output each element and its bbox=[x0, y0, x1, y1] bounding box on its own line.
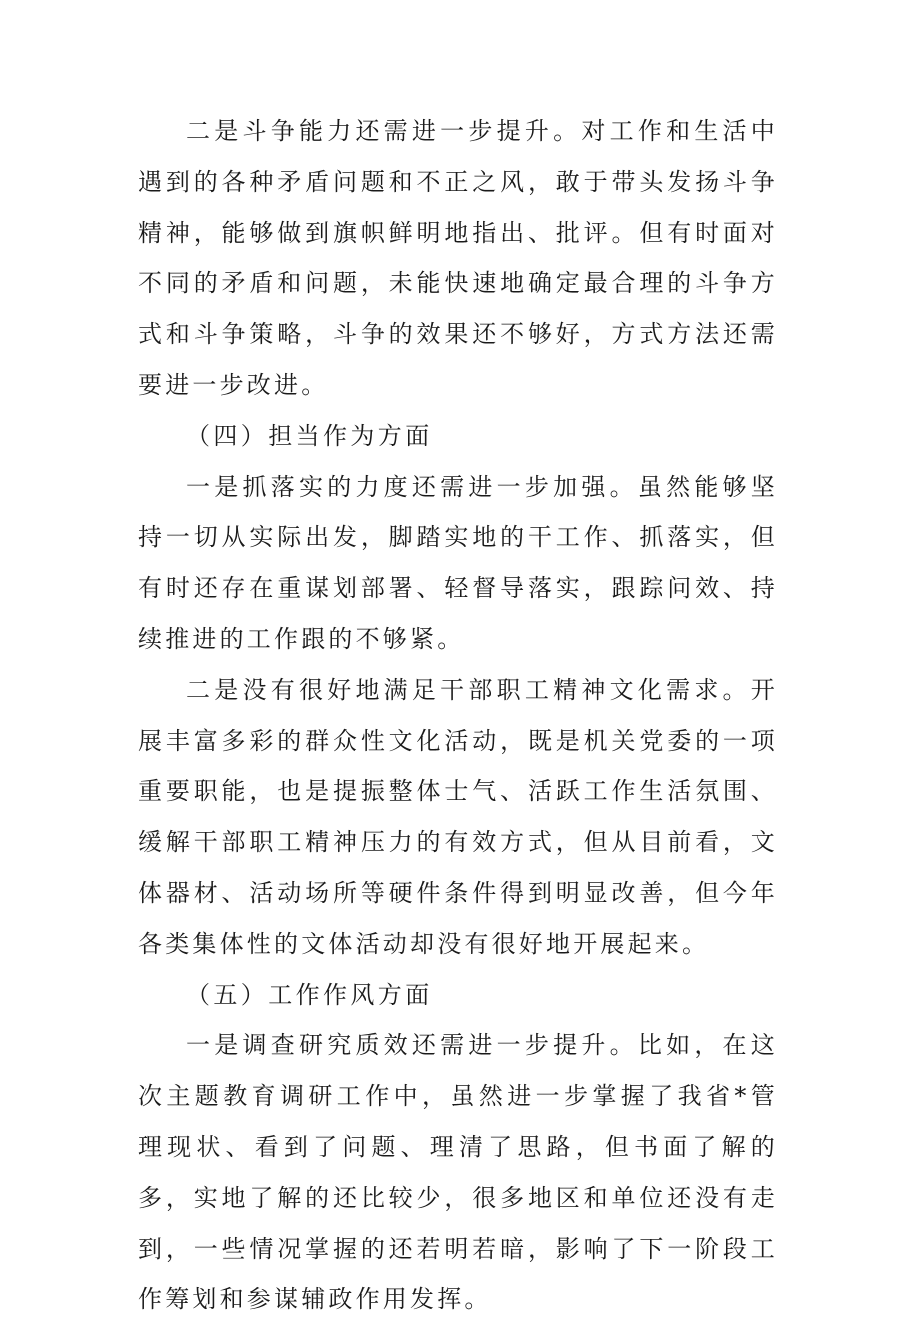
section-heading-responsibility: （四）担当作为方面 bbox=[186, 421, 433, 450]
paragraph-struggle-ability: 二是斗争能力还需进一步提升。对工作和生活中遇到的各种矛盾问题和不正之风，敢于带头发扬斗争精神，能够做到旗帜鲜明地指出、批评。但有时面对不同的矛盾和问题，未能快速地确定最合理的斗争方式和斗争策略，斗争的效果还不够好，方式方法还需要进一步改进。 bbox=[138, 117, 778, 399]
paragraph-implementation: 一是抓落实的力度还需进一步加强。虽然能够坚持一切从实际出发，脚踏实地的干工作、抓落实，但有时还存在重谋划部署、轻督导落实，跟踪问效、持续推进的工作跟的不够紧。 bbox=[138, 472, 778, 653]
document-body bbox=[138, 106, 778, 1325]
paragraph-cultural-needs: 二是没有很好地满足干部职工精神文化需求。开展丰富多彩的群众性文化活动，既是机关党委的一项重要职能，也是提振整体士气、活跃工作生活氛围、缓解干部职工精神压力的有效方式，但从目前看，文体器材、活动场所等硬件条件得到明显改善，但今年各类集体性的文体活动却没有很好地开展起来。 bbox=[138, 675, 778, 958]
section-heading-work-style: （五）工作作风方面 bbox=[186, 980, 433, 1009]
paragraph-research-quality: 一是调查研究质效还需进一步提升。比如，在这次主题教育调研工作中，虽然进一步掌握了我省*管理现状、看到了问题、理清了思路，但书面了解的多，实地了解的还比较少，很多地区和单位还没有走到，一些情况掌握的还若明若暗，影响了下一阶段工作筹划和参谋辅政作用发挥。 bbox=[138, 1031, 778, 1314]
